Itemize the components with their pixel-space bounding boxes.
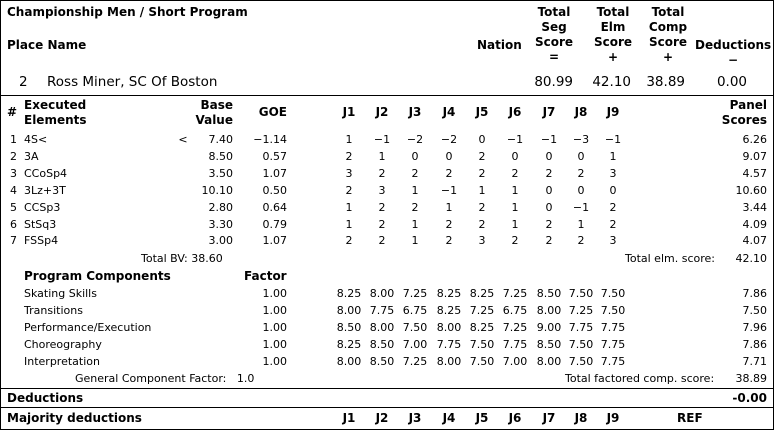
element-judge-8: 2 <box>577 166 585 180</box>
divider-line <box>1 95 773 96</box>
element-judge-4: 2 <box>445 166 453 180</box>
element-name: 3A <box>24 149 39 163</box>
element-judge-8: 2 <box>577 234 585 248</box>
component-factor: 1.00 <box>262 304 287 317</box>
element-judge-9: 0 <box>609 183 617 197</box>
element-goe: 0.57 <box>262 149 287 163</box>
component-judge-9: 7.75 <box>600 355 626 368</box>
component-judge-1: 8.00 <box>336 304 362 317</box>
executed-elements-header: Executed Elements <box>24 98 87 127</box>
component-judge-9: 7.75 <box>600 338 626 351</box>
component-judge-2: 8.00 <box>369 321 395 334</box>
total-comp-label: Total factored comp. score: <box>565 372 715 385</box>
judge-header-3: J3 <box>408 105 422 119</box>
element-judge-2: −1 <box>373 133 391 146</box>
element-goe: 1.07 <box>262 234 287 248</box>
pcs-header: Total Comp Score + <box>648 5 688 64</box>
element-judge-4: −1 <box>440 183 458 197</box>
page-title: Championship Men / Short Program <box>7 5 248 19</box>
component-judge-3: 7.25 <box>402 287 428 300</box>
place-name-header <box>7 38 86 53</box>
component-name: Choreography <box>24 338 102 351</box>
element-goe: 0.64 <box>262 200 287 214</box>
judge-header-5: J5 <box>475 105 489 119</box>
element-judge-3: 0 <box>411 149 419 163</box>
element-judge-1: 1 <box>345 133 353 146</box>
element-base-value: 3.00 <box>208 234 233 248</box>
element-judge-6: 1 <box>511 183 519 197</box>
element-judge-5: 3 <box>478 234 486 248</box>
element-base-value: 7.40 <box>208 133 233 146</box>
component-judge-8: 7.50 <box>568 355 594 368</box>
element-judge-5: 2 <box>478 200 486 214</box>
element-judge-7: 2 <box>545 217 553 231</box>
element-panel-score: 6.26 <box>742 133 767 146</box>
element-judge-3: 2 <box>411 166 419 180</box>
component-judge-9: 7.50 <box>600 287 626 300</box>
component-judge-1: 8.25 <box>336 338 362 351</box>
element-panel-score: 10.60 <box>735 183 767 197</box>
element-panel-score: 4.07 <box>742 234 767 248</box>
majority-judge-9: J9 <box>606 411 620 425</box>
element-judge-7: −1 <box>540 133 558 146</box>
judge-header-1: J1 <box>342 105 356 119</box>
judge-header-9: J9 <box>606 105 620 119</box>
element-base-value: 3.30 <box>208 217 233 231</box>
element-panel-score: 3.44 <box>742 200 767 214</box>
element-judge-6: 0 <box>511 149 519 163</box>
element-judge-1: 2 <box>345 234 353 248</box>
component-score: 7.96 <box>742 321 767 334</box>
component-judge-8: 7.75 <box>568 321 594 334</box>
element-judge-8: 1 <box>577 217 585 231</box>
element-judge-1: 1 <box>345 217 353 231</box>
component-judge-5: 7.50 <box>469 355 495 368</box>
total-comp-score: 38.89 <box>735 372 767 385</box>
general-component-factor: General Component Factor: 1.0 <box>75 372 255 385</box>
ded-header: Deductions − <box>695 38 772 67</box>
component-score: 7.50 <box>742 304 767 317</box>
element-base-value: 2.80 <box>208 200 233 214</box>
element-judge-3: −2 <box>406 133 424 146</box>
element-judge-2: 2 <box>378 217 386 231</box>
skater-pcs: 38.89 <box>646 74 685 90</box>
component-judge-7: 8.50 <box>536 287 562 300</box>
element-goe: −1.14 <box>253 133 287 146</box>
judge-header-7: J7 <box>542 105 556 119</box>
judge-header-4: J4 <box>442 105 456 119</box>
element-goe: 0.50 <box>262 183 287 197</box>
component-name: Transitions <box>24 304 83 317</box>
element-judge-7: 2 <box>545 234 553 248</box>
skater-tes: 42.10 <box>592 74 631 90</box>
element-number: 5 <box>10 200 17 214</box>
component-judge-3: 6.75 <box>402 304 428 317</box>
element-panel-score: 4.09 <box>742 217 767 231</box>
element-judge-4: 0 <box>445 149 453 163</box>
component-judge-1: 8.25 <box>336 287 362 300</box>
element-judge-5: 1 <box>478 183 486 197</box>
element-judge-7: 0 <box>545 200 553 214</box>
component-judge-8: 7.50 <box>568 338 594 351</box>
element-judge-6: 1 <box>511 217 519 231</box>
component-judge-6: 7.25 <box>502 321 528 334</box>
element-judge-1: 3 <box>345 166 353 180</box>
component-judge-5: 7.25 <box>469 304 495 317</box>
element-name: CCSp3 <box>24 200 61 214</box>
ref-label: REF <box>677 411 703 425</box>
component-judge-4: 7.75 <box>436 338 462 351</box>
component-factor: 1.00 <box>262 355 287 368</box>
component-judge-5: 8.25 <box>469 321 495 334</box>
component-judge-3: 7.50 <box>402 321 428 334</box>
component-judge-4: 8.25 <box>436 287 462 300</box>
factor-header: Factor <box>244 269 287 283</box>
majority-judge-7: J7 <box>542 411 556 425</box>
skater-place: 2 <box>19 74 28 90</box>
component-judge-3: 7.25 <box>402 355 428 368</box>
element-judge-3: 1 <box>411 234 419 248</box>
element-judge-8: 0 <box>577 149 585 163</box>
element-judge-5: 2 <box>478 166 486 180</box>
component-judge-3: 7.00 <box>402 338 428 351</box>
element-number: 1 <box>10 133 17 146</box>
component-score: 7.86 <box>742 287 767 300</box>
element-judge-2: 3 <box>378 183 386 197</box>
num-header: # <box>7 105 18 119</box>
element-judge-6: 2 <box>511 234 519 248</box>
component-judge-4: 8.00 <box>436 321 462 334</box>
element-number: 2 <box>10 149 17 163</box>
element-judge-1: 1 <box>345 200 353 214</box>
component-judge-8: 7.50 <box>568 287 594 300</box>
panel-scores-header: Panel Scores <box>721 98 767 127</box>
component-factor: 1.00 <box>262 287 287 300</box>
majority-deductions-label: Majority deductions <box>7 411 142 425</box>
component-judge-7: 9.00 <box>536 321 562 334</box>
element-judge-3: 1 <box>411 217 419 231</box>
component-score: 7.71 <box>742 355 767 368</box>
element-judge-7: 2 <box>545 166 553 180</box>
nation-header: Nation <box>477 38 522 52</box>
component-judge-4: 8.00 <box>436 355 462 368</box>
skater-tss: 80.99 <box>534 74 573 90</box>
element-goe: 1.07 <box>262 166 287 180</box>
element-judge-1: 2 <box>345 183 353 197</box>
component-judge-2: 8.50 <box>369 338 395 351</box>
element-judge-7: 0 <box>545 149 553 163</box>
element-judge-9: 1 <box>609 149 617 163</box>
element-name: FSSp4 <box>24 234 59 248</box>
element-name: 3Lz+3T <box>24 183 66 197</box>
majority-judge-5: J5 <box>475 411 489 425</box>
element-number: 4 <box>10 183 17 197</box>
component-name: Interpretation <box>24 355 100 368</box>
component-judge-2: 7.75 <box>369 304 395 317</box>
element-judge-8: 0 <box>577 183 585 197</box>
component-name: Performance/Execution <box>24 321 152 334</box>
component-judge-2: 8.00 <box>369 287 395 300</box>
element-judge-4: 2 <box>445 234 453 248</box>
element-judge-5: 2 <box>478 149 486 163</box>
element-judge-3: 1 <box>411 183 419 197</box>
majority-judge-2: J2 <box>375 411 389 425</box>
component-judge-7: 8.00 <box>536 304 562 317</box>
component-judge-4: 8.25 <box>436 304 462 317</box>
component-judge-1: 8.50 <box>336 321 362 334</box>
divider-line <box>1 407 773 408</box>
component-judge-9: 7.75 <box>600 321 626 334</box>
element-judge-9: 3 <box>609 166 617 180</box>
element-judge-8: −1 <box>572 200 590 214</box>
element-judge-7: 0 <box>545 183 553 197</box>
component-judge-6: 7.75 <box>502 338 528 351</box>
component-judge-7: 8.50 <box>536 338 562 351</box>
element-base-value: 10.10 <box>201 183 233 197</box>
component-name: Skating Skills <box>24 287 97 300</box>
element-judge-5: 2 <box>478 217 486 231</box>
total-elm-label: Total elm. score: <box>625 252 715 265</box>
deductions-value: -0.00 <box>732 391 767 405</box>
majority-judge-3: J3 <box>408 411 422 425</box>
element-judge-3: 2 <box>411 200 419 214</box>
element-judge-5: 0 <box>478 133 486 146</box>
component-factor: 1.00 <box>262 338 287 351</box>
skater-name: Ross Miner, SC Of Boston <box>47 74 218 90</box>
element-judge-9: 2 <box>609 200 617 214</box>
element-base-value: 3.50 <box>208 166 233 180</box>
element-judge-6: 2 <box>511 166 519 180</box>
element-judge-2: 2 <box>378 234 386 248</box>
judge-header-8: J8 <box>574 105 588 119</box>
element-name: StSq3 <box>24 217 57 231</box>
element-base-value: 8.50 <box>208 149 233 163</box>
name-header: Name <box>47 38 87 52</box>
element-judge-4: 1 <box>445 200 453 214</box>
skater-ded: 0.00 <box>716 74 747 90</box>
component-factor: 1.00 <box>262 321 287 334</box>
place-header: Place <box>7 38 44 52</box>
component-judge-7: 8.00 <box>536 355 562 368</box>
component-judge-6: 7.25 <box>502 287 528 300</box>
majority-judge-6: J6 <box>508 411 522 425</box>
element-panel-score: 9.07 <box>742 149 767 163</box>
judge-header-6: J6 <box>508 105 522 119</box>
element-judge-9: 2 <box>609 217 617 231</box>
component-judge-9: 7.50 <box>600 304 626 317</box>
element-judge-8: −3 <box>572 133 590 146</box>
component-judge-6: 6.75 <box>502 304 528 317</box>
judge-header-2: J2 <box>375 105 389 119</box>
element-goe: 0.79 <box>262 217 287 231</box>
element-judge-9: 3 <box>609 234 617 248</box>
divider-line <box>1 388 773 389</box>
total-elm-score: 42.10 <box>735 252 767 265</box>
element-judge-6: −1 <box>506 133 524 146</box>
element-number: 7 <box>10 234 17 248</box>
base-value-header: Base Value <box>195 98 233 127</box>
majority-judge-8: J8 <box>574 411 588 425</box>
majority-judge-4: J4 <box>442 411 456 425</box>
element-judge-2: 2 <box>378 166 386 180</box>
program-components-header: Program Components <box>24 269 171 283</box>
element-panel-score: 4.57 <box>742 166 767 180</box>
majority-judge-1: J1 <box>342 411 356 425</box>
tes-header: Total Elm Score + <box>593 5 633 64</box>
component-judge-2: 8.50 <box>369 355 395 368</box>
element-name: CCoSp4 <box>24 166 68 180</box>
component-judge-5: 8.25 <box>469 287 495 300</box>
deductions-label: Deductions <box>7 391 84 405</box>
goe-header: GOE <box>258 105 287 119</box>
component-score: 7.86 <box>742 338 767 351</box>
element-judge-9: −1 <box>604 133 622 146</box>
total-bv: Total BV: 38.60 <box>141 252 223 265</box>
element-judge-4: 2 <box>445 217 453 231</box>
component-judge-5: 7.50 <box>469 338 495 351</box>
element-judge-1: 2 <box>345 149 353 163</box>
component-judge-6: 7.00 <box>502 355 528 368</box>
tss-header: Total Seg Score = <box>534 5 574 64</box>
component-judge-1: 8.00 <box>336 355 362 368</box>
element-info: < <box>178 133 188 146</box>
component-judge-8: 7.25 <box>568 304 594 317</box>
element-number: 6 <box>10 217 17 231</box>
element-name: 4S< <box>24 133 48 146</box>
element-judge-6: 1 <box>511 200 519 214</box>
element-judge-4: −2 <box>440 133 458 146</box>
element-number: 3 <box>10 166 17 180</box>
element-judge-2: 1 <box>378 149 386 163</box>
element-judge-2: 2 <box>378 200 386 214</box>
